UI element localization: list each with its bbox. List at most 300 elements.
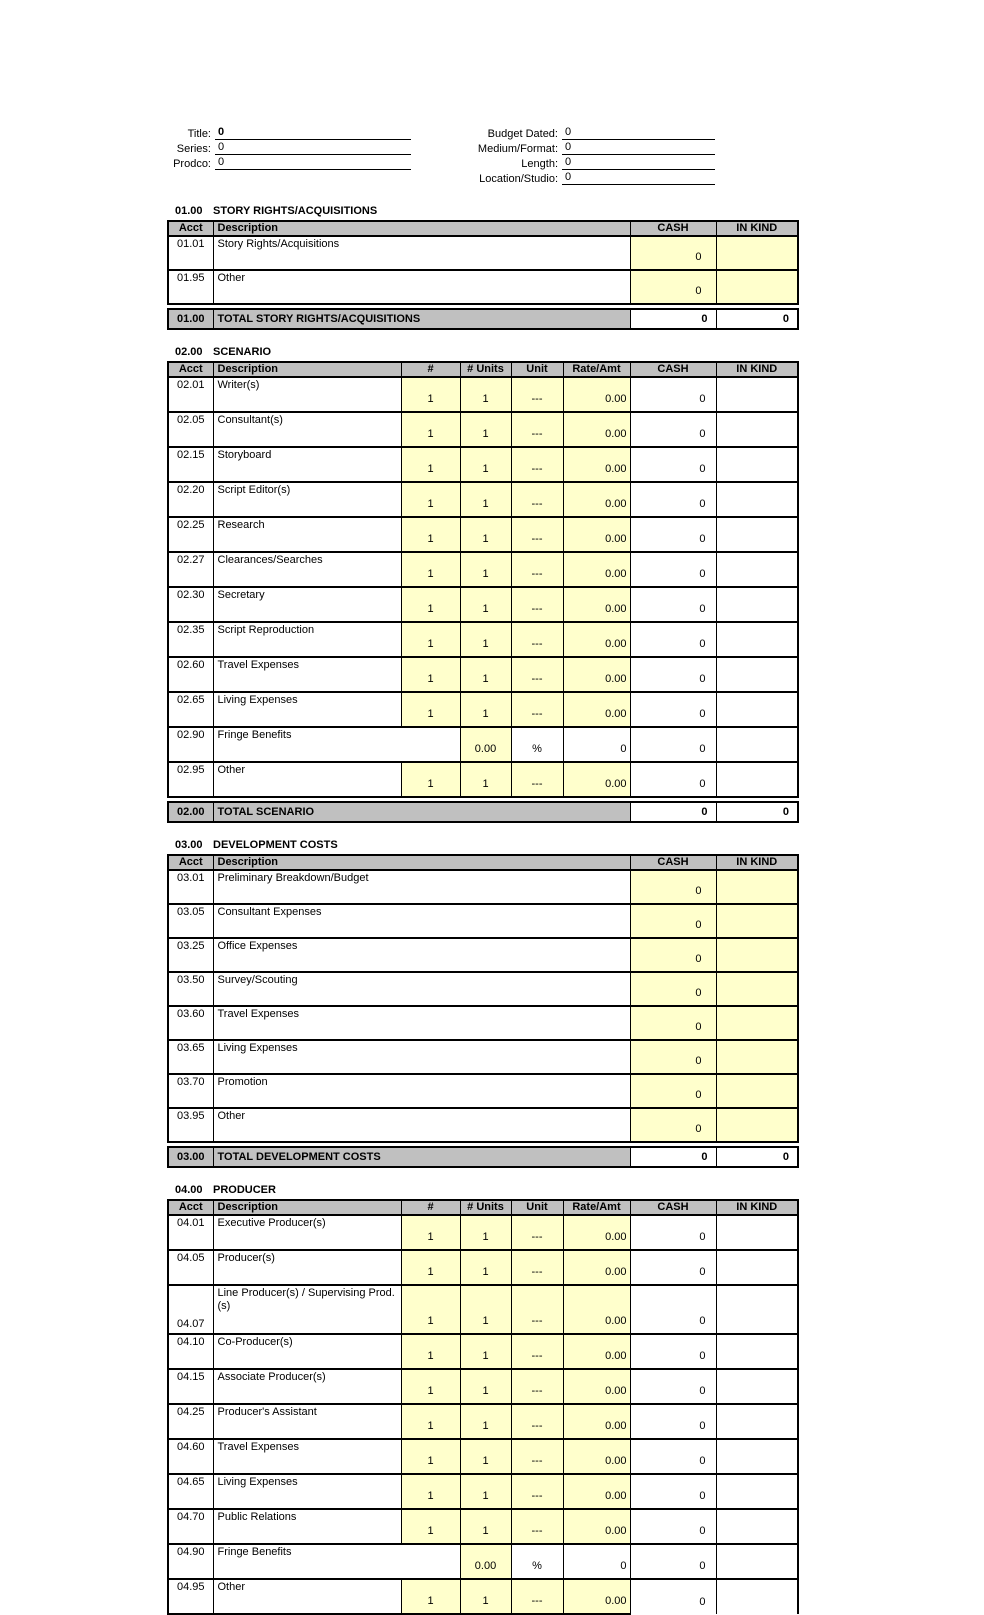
acct-cell: 02.65 [168, 692, 213, 727]
units-cell[interactable]: 1 [460, 1439, 511, 1474]
rate-cell[interactable]: 0.00 [563, 1285, 630, 1334]
budget-row [168, 727, 798, 762]
description-cell: Producer's Assistant [213, 1404, 401, 1439]
budget-row [168, 870, 798, 904]
col-header-cash: CASH [630, 1200, 716, 1215]
description-cell: Other [213, 1108, 630, 1142]
units-cell[interactable]: 0.00 [460, 727, 511, 762]
col-header-acct: Acct [168, 1200, 213, 1215]
units-cell[interactable]: 1 [460, 762, 511, 797]
cash-cell: 0 [630, 552, 716, 587]
field-value-input[interactable]: 0 [562, 155, 715, 170]
col-header-in-kind: IN KIND [716, 855, 798, 870]
budget-row [168, 1334, 798, 1369]
rate-cell[interactable]: 0.00 [563, 1250, 630, 1285]
description-cell: Living Expenses [213, 1474, 401, 1509]
budget-row [168, 1474, 798, 1509]
quantity-cell[interactable]: 1 [401, 1579, 460, 1614]
cash-cell: 0 [630, 517, 716, 552]
units-cell[interactable]: 1 [460, 622, 511, 657]
units-cell[interactable]: 1 [460, 1474, 511, 1509]
unit-cell[interactable]: --- [511, 1250, 563, 1285]
description-cell: Fringe Benefits [213, 727, 460, 762]
unit-cell[interactable]: --- [511, 657, 563, 692]
acct-cell: 02.30 [168, 587, 213, 622]
acct-cell: 04.60 [168, 1439, 213, 1474]
budget-table [167, 854, 799, 1143]
cash-cell: 0 [630, 692, 716, 727]
rate-cell[interactable]: 0.00 [563, 1474, 630, 1509]
acct-cell: 04.65 [168, 1474, 213, 1509]
unit-cell[interactable]: --- [511, 412, 563, 447]
inkind-cell[interactable] [716, 904, 798, 938]
rate-cell[interactable]: 0.00 [563, 482, 630, 517]
budget-row [168, 1215, 798, 1250]
column-header-row [168, 362, 798, 377]
inkind-cell[interactable] [716, 1074, 798, 1108]
inkind-cell [716, 1579, 798, 1614]
header-fields [167, 125, 798, 189]
quantity-cell[interactable]: 1 [401, 1250, 460, 1285]
budget-row [168, 236, 798, 270]
cash-cell[interactable]: 0 [630, 270, 716, 304]
description-cell: Public Relations [213, 1509, 401, 1544]
acct-cell: 02.95 [168, 762, 213, 797]
field-label: Budget Dated: [487, 128, 558, 140]
inkind-cell [716, 657, 798, 692]
field-row [462, 170, 715, 185]
inkind-cell[interactable] [716, 1040, 798, 1074]
unit-cell[interactable]: --- [511, 762, 563, 797]
budget-row [168, 657, 798, 692]
rate-cell[interactable]: 0.00 [563, 1579, 630, 1614]
cash-cell[interactable]: 0 [630, 904, 716, 938]
description-cell: Other [213, 270, 630, 304]
rate-cell[interactable]: 0.00 [563, 412, 630, 447]
section-number: 04.00 [175, 1184, 203, 1196]
section-heading [167, 345, 798, 359]
inkind-cell [716, 1544, 798, 1579]
unit-cell[interactable]: --- [511, 1474, 563, 1509]
description-cell: Office Expenses [213, 938, 630, 972]
quantity-cell[interactable]: 1 [401, 1474, 460, 1509]
quantity-cell[interactable]: 1 [401, 1404, 460, 1439]
quantity-cell[interactable]: 1 [401, 657, 460, 692]
total-row [168, 802, 798, 822]
units-cell[interactable]: 1 [460, 482, 511, 517]
inkind-cell [716, 1369, 798, 1404]
description-cell: Script Reproduction [213, 622, 401, 657]
unit-cell[interactable]: --- [511, 1334, 563, 1369]
unit-cell[interactable]: --- [511, 482, 563, 517]
description-cell: Script Editor(s) [213, 482, 401, 517]
budget-row [168, 938, 798, 972]
cash-cell[interactable]: 0 [630, 972, 716, 1006]
quantity-cell[interactable]: 1 [401, 552, 460, 587]
acct-cell: 04.01 [168, 1215, 213, 1250]
unit-cell[interactable]: --- [511, 1404, 563, 1439]
inkind-cell [716, 762, 798, 797]
inkind-cell [716, 412, 798, 447]
cash-cell: 0 [630, 482, 716, 517]
unit-cell[interactable]: --- [511, 517, 563, 552]
col-header-unit: Unit [511, 362, 563, 377]
cash-cell[interactable]: 0 [630, 870, 716, 904]
quantity-cell[interactable]: 1 [401, 1215, 460, 1250]
quantity-cell[interactable]: 1 [401, 377, 460, 412]
acct-cell: 03.01 [168, 870, 213, 904]
cash-cell: 0 [630, 1215, 716, 1250]
field-row [462, 125, 715, 140]
total-acct-cell: 02.00 [168, 802, 213, 822]
inkind-cell [716, 1439, 798, 1474]
budget-row [168, 692, 798, 727]
budget-table [167, 220, 799, 305]
acct-cell: 03.25 [168, 938, 213, 972]
section-number: 03.00 [175, 839, 203, 851]
inkind-cell[interactable] [716, 1006, 798, 1040]
quantity-cell[interactable]: 1 [401, 587, 460, 622]
cash-cell: 0 [630, 587, 716, 622]
budget-row [168, 412, 798, 447]
acct-cell: 02.01 [168, 377, 213, 412]
acct-cell: 03.50 [168, 972, 213, 1006]
col-header-in-kind: IN KIND [716, 362, 798, 377]
unit-cell[interactable]: --- [511, 1215, 563, 1250]
budget-table [167, 361, 799, 798]
inkind-cell [716, 517, 798, 552]
rate-cell[interactable]: 0.00 [563, 657, 630, 692]
section-title: PRODUCER [213, 1184, 276, 1196]
col-header-description: Description [213, 221, 630, 236]
rate-cell[interactable]: 0.00 [563, 1404, 630, 1439]
column-header-row [168, 1200, 798, 1215]
rate-cell[interactable]: 0.00 [563, 622, 630, 657]
units-cell[interactable]: 1 [460, 657, 511, 692]
col-header-description: Description [213, 855, 630, 870]
description-cell: Clearances/Searches [213, 552, 401, 587]
cash-cell: 0 [630, 377, 716, 412]
field-value-input[interactable]: 0 [562, 170, 715, 185]
description-cell: Travel Expenses [213, 657, 401, 692]
units-cell[interactable]: 0.00 [460, 1544, 511, 1579]
unit-cell[interactable]: --- [511, 587, 563, 622]
rate-cell: 0 [563, 727, 630, 762]
field-value-input[interactable]: 0 [562, 140, 715, 155]
inkind-cell [716, 692, 798, 727]
quantity-cell[interactable]: 1 [401, 482, 460, 517]
cash-cell: 0 [630, 1544, 716, 1579]
budget-row [168, 1285, 798, 1334]
cash-cell[interactable]: 0 [630, 938, 716, 972]
section-heading [167, 204, 798, 218]
acct-cell: 02.90 [168, 727, 213, 762]
column-header-row [168, 221, 798, 236]
cash-cell: 0 [630, 762, 716, 797]
col-header-description: Description [213, 1200, 401, 1215]
units-cell[interactable]: 1 [460, 377, 511, 412]
section-heading [167, 838, 798, 852]
budget-row [168, 447, 798, 482]
budget-row [168, 517, 798, 552]
field-value-input[interactable]: 0 [215, 140, 411, 155]
acct-cell: 02.05 [168, 412, 213, 447]
col-header-in-kind: IN KIND [716, 1200, 798, 1215]
total-table [167, 308, 799, 330]
rate-cell[interactable]: 0.00 [563, 377, 630, 412]
quantity-cell[interactable]: 1 [401, 1439, 460, 1474]
section-number: 01.00 [175, 205, 203, 217]
acct-cell: 02.15 [168, 447, 213, 482]
field-value-input[interactable]: 0 [215, 155, 411, 170]
units-cell[interactable]: 1 [460, 447, 511, 482]
acct-cell: 02.35 [168, 622, 213, 657]
col-header-rate-amt: Rate/Amt [563, 362, 630, 377]
col-header-cash: CASH [630, 855, 716, 870]
field-label: Title: [187, 128, 211, 140]
sections-container [167, 204, 798, 1615]
cash-cell: 0 [630, 1369, 716, 1404]
field-value-input[interactable]: 0 [562, 125, 715, 140]
cash-cell: 0 [630, 1509, 716, 1544]
units-cell[interactable]: 1 [460, 1404, 511, 1439]
units-cell[interactable]: 1 [460, 1250, 511, 1285]
cash-cell[interactable]: 0 [630, 1040, 716, 1074]
description-cell: Secretary [213, 587, 401, 622]
unit-cell[interactable]: --- [511, 447, 563, 482]
inkind-cell [716, 1285, 798, 1334]
description-cell: Survey/Scouting [213, 972, 630, 1006]
acct-cell: 02.60 [168, 657, 213, 692]
quantity-cell[interactable]: 1 [401, 692, 460, 727]
budget-row [168, 552, 798, 587]
quantity-cell[interactable]: 1 [401, 412, 460, 447]
rate-cell[interactable]: 0.00 [563, 517, 630, 552]
rate-cell[interactable]: 0.00 [563, 1369, 630, 1404]
total-acct-cell: 01.00 [168, 309, 213, 329]
rate-cell[interactable]: 0.00 [563, 762, 630, 797]
cash-cell[interactable]: 0 [630, 1006, 716, 1040]
quantity-cell[interactable]: 1 [401, 1334, 460, 1369]
quantity-cell[interactable]: 1 [401, 762, 460, 797]
description-cell: Other [213, 762, 401, 797]
field-row [167, 125, 411, 140]
budget-row [168, 1404, 798, 1439]
inkind-cell [716, 1334, 798, 1369]
col-header-in-kind: IN KIND [716, 221, 798, 236]
total-cash-cell: 0 [630, 802, 716, 822]
cash-cell: 0 [630, 1404, 716, 1439]
unit-cell[interactable]: --- [511, 377, 563, 412]
acct-cell: 01.01 [168, 236, 213, 270]
unit-cell[interactable]: --- [511, 622, 563, 657]
field-label: Location/Studio: [479, 173, 558, 185]
budget-row [168, 1579, 798, 1614]
cash-cell[interactable]: 0 [630, 1108, 716, 1142]
rate-cell[interactable]: 0.00 [563, 552, 630, 587]
units-cell[interactable]: 1 [460, 1509, 511, 1544]
total-label: TOTAL DEVELOPMENT COSTS [213, 1147, 630, 1167]
inkind-cell [716, 727, 798, 762]
col-header-cash: CASH [630, 221, 716, 236]
col-header-description: Description [213, 362, 401, 377]
inkind-cell[interactable] [716, 938, 798, 972]
total-inkind-cell: 0 [716, 309, 798, 329]
inkind-cell [716, 1215, 798, 1250]
acct-cell: 03.70 [168, 1074, 213, 1108]
section-heading [167, 1183, 798, 1197]
units-cell[interactable]: 1 [460, 552, 511, 587]
cash-cell: 0 [630, 1334, 716, 1369]
acct-cell: 02.25 [168, 517, 213, 552]
col-header-qty: # [401, 1200, 460, 1215]
acct-cell: 04.15 [168, 1369, 213, 1404]
description-cell: Consultant(s) [213, 412, 401, 447]
description-cell: Travel Expenses [213, 1006, 630, 1040]
col-header-acct: Acct [168, 221, 213, 236]
description-cell: Writer(s) [213, 377, 401, 412]
inkind-cell [716, 1404, 798, 1439]
units-cell[interactable]: 1 [460, 1369, 511, 1404]
total-cash-cell: 0 [630, 1147, 716, 1167]
rate-cell[interactable]: 0.00 [563, 1215, 630, 1250]
inkind-cell[interactable] [716, 270, 798, 304]
units-cell[interactable]: 1 [460, 692, 511, 727]
field-label: Medium/Format: [477, 143, 558, 155]
quantity-cell[interactable]: 1 [401, 1509, 460, 1544]
col-header-acct: Acct [168, 855, 213, 870]
quantity-cell[interactable]: 1 [401, 1285, 460, 1334]
description-cell: Producer(s) [213, 1250, 401, 1285]
budget-sheet [167, 125, 798, 1615]
inkind-cell [716, 552, 798, 587]
acct-cell: 03.60 [168, 1006, 213, 1040]
quantity-cell[interactable]: 1 [401, 517, 460, 552]
unit-cell[interactable]: --- [511, 692, 563, 727]
budget-row [168, 1006, 798, 1040]
quantity-cell[interactable]: 1 [401, 447, 460, 482]
description-cell: Storyboard [213, 447, 401, 482]
description-cell: Story Rights/Acquisitions [213, 236, 630, 270]
rate-cell: 0 [563, 1544, 630, 1579]
unit-cell[interactable]: --- [511, 552, 563, 587]
inkind-cell [716, 447, 798, 482]
budget-row [168, 1544, 798, 1579]
total-row [168, 1147, 798, 1167]
field-value-input[interactable]: 0 [215, 125, 411, 140]
col-header-unit: Unit [511, 1200, 563, 1215]
total-cash-cell: 0 [630, 309, 716, 329]
description-cell: Other [213, 1579, 401, 1614]
budget-row [168, 904, 798, 938]
cash-cell: 0 [630, 1474, 716, 1509]
budget-row [168, 1439, 798, 1474]
inkind-cell [716, 482, 798, 517]
budget-row [168, 1074, 798, 1108]
total-table [167, 801, 799, 823]
budget-row [168, 482, 798, 517]
units-cell[interactable]: 1 [460, 517, 511, 552]
units-cell[interactable]: 1 [460, 1285, 511, 1334]
col-header-units: # Units [460, 362, 511, 377]
unit-cell[interactable]: --- [511, 1509, 563, 1544]
units-cell[interactable]: 1 [460, 587, 511, 622]
field-row [462, 155, 715, 170]
acct-cell: 03.65 [168, 1040, 213, 1074]
inkind-cell[interactable] [716, 972, 798, 1006]
acct-cell: 04.25 [168, 1404, 213, 1439]
acct-cell: 04.10 [168, 1334, 213, 1369]
rate-cell[interactable]: 0.00 [563, 447, 630, 482]
unit-cell: % [511, 1544, 563, 1579]
section-title: STORY RIGHTS/ACQUISITIONS [213, 205, 378, 217]
col-header-cash: CASH [630, 362, 716, 377]
rate-cell[interactable]: 0.00 [563, 692, 630, 727]
cash-cell: 0 [630, 1250, 716, 1285]
description-cell: Living Expenses [213, 1040, 630, 1074]
budget-row [168, 762, 798, 797]
field-row [167, 155, 411, 170]
units-cell[interactable]: 1 [460, 412, 511, 447]
inkind-cell[interactable] [716, 870, 798, 904]
unit-cell[interactable]: --- [511, 1285, 563, 1334]
budget-row [168, 1108, 798, 1142]
description-cell: Executive Producer(s) [213, 1215, 401, 1250]
quantity-cell[interactable]: 1 [401, 622, 460, 657]
budget-row [168, 1369, 798, 1404]
description-cell: Research [213, 517, 401, 552]
acct-cell: 02.20 [168, 482, 213, 517]
unit-cell[interactable]: --- [511, 1369, 563, 1404]
acct-cell: 04.95 [168, 1579, 213, 1614]
inkind-cell [716, 1509, 798, 1544]
budget-table [167, 1199, 799, 1615]
description-cell: Line Producer(s) / Supervising Prod.(s) [213, 1285, 401, 1334]
units-cell[interactable]: 1 [460, 1334, 511, 1369]
acct-cell: 01.95 [168, 270, 213, 304]
rate-cell[interactable]: 0.00 [563, 1439, 630, 1474]
units-cell[interactable]: 1 [460, 1579, 511, 1614]
cash-cell[interactable]: 0 [630, 236, 716, 270]
inkind-cell [716, 622, 798, 657]
section-title: SCENARIO [213, 346, 272, 358]
unit-cell[interactable]: --- [511, 1579, 563, 1614]
cash-cell: 0 [630, 657, 716, 692]
field-row [167, 140, 411, 155]
total-inkind-cell: 0 [716, 802, 798, 822]
unit-cell[interactable]: --- [511, 1439, 563, 1474]
cash-cell: 0 [630, 1439, 716, 1474]
acct-cell: 04.05 [168, 1250, 213, 1285]
section-number: 02.00 [175, 346, 203, 358]
rate-cell[interactable]: 0.00 [563, 1334, 630, 1369]
inkind-cell[interactable] [716, 1108, 798, 1142]
quantity-cell[interactable]: 1 [401, 1369, 460, 1404]
inkind-cell [716, 587, 798, 622]
budget-row [168, 270, 798, 304]
cash-cell: 0 [630, 1285, 716, 1334]
inkind-cell [716, 1250, 798, 1285]
inkind-cell[interactable] [716, 236, 798, 270]
cash-cell[interactable]: 0 [630, 1074, 716, 1108]
budget-row [168, 1250, 798, 1285]
rate-cell[interactable]: 0.00 [563, 587, 630, 622]
rate-cell[interactable]: 0.00 [563, 1509, 630, 1544]
units-cell[interactable]: 1 [460, 1215, 511, 1250]
budget-row [168, 1509, 798, 1544]
inkind-cell [716, 377, 798, 412]
total-table [167, 1146, 799, 1168]
